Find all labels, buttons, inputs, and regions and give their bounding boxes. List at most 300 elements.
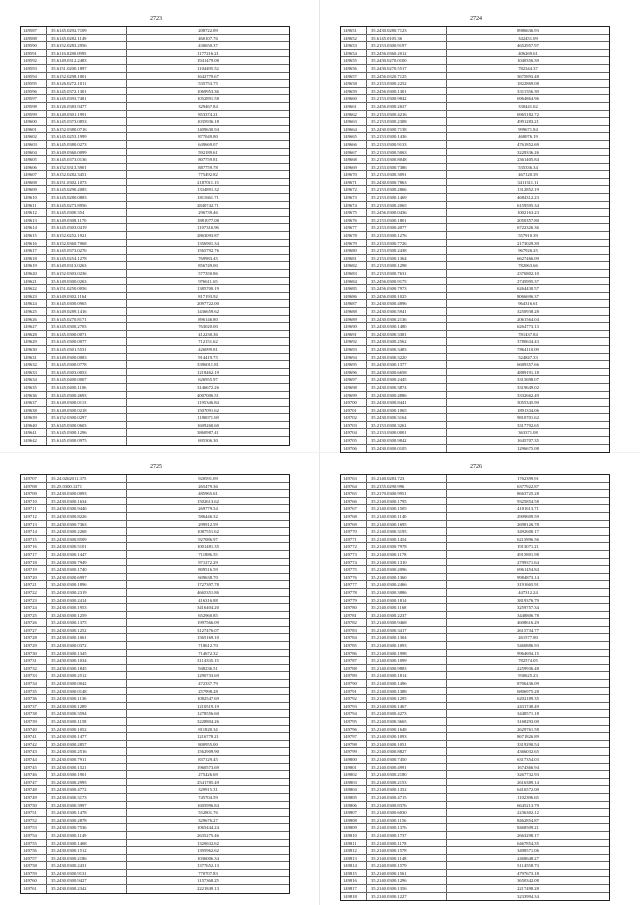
table-row (341, 672, 609, 680)
table-row (341, 42, 609, 50)
row-id-cell: 149623 (21, 293, 47, 300)
row-code-cell: 35.2430.0300.1845 (47, 665, 127, 672)
row-id-cell: 149755 (21, 840, 47, 847)
table-row (341, 232, 609, 240)
row-id-cell: 149777 (341, 581, 367, 588)
row-id-cell: 149717 (21, 551, 47, 558)
row-value-cell: 2635275.46 (197, 832, 219, 838)
row-code-cell: 35.6145.0290.2085 (47, 186, 127, 193)
table-row (21, 817, 289, 825)
row-id-cell: 149590 (21, 42, 47, 49)
row-id-cell: 149759 (21, 870, 47, 877)
row-code-cell: 35.2140.0300.1356 (367, 885, 447, 892)
table-row (21, 726, 289, 734)
row-id-cell: 149667 (341, 149, 367, 156)
row-code-cell: 35.2430.0300.1034 (47, 657, 127, 664)
table-row (341, 695, 609, 703)
row-value-cell: 745704.59 (198, 794, 218, 800)
row-code-cell: 35.6145.0300.2703 (47, 323, 127, 330)
table-row (341, 688, 609, 696)
table-row (21, 870, 289, 878)
row-id-cell: 149770 (341, 528, 367, 535)
row-value-cell: 3396011.81 (197, 362, 219, 368)
row-code-cell: 35.6145.0400.1106 (47, 384, 127, 391)
table-row (21, 57, 289, 65)
row-value-cell: 948236.51 (198, 665, 218, 671)
row-code-cell: 35.2140.0300.1093 (367, 733, 447, 740)
row-code-cell: 35.6151.0200.1897 (47, 65, 127, 72)
row-id-cell: 149595 (21, 80, 47, 87)
row-id-cell: 149675 (341, 209, 367, 216)
row-value-cell: 8066696.37 (517, 293, 539, 299)
row-value-cell: 927086.97 (198, 536, 218, 542)
row-code-cell: 35.6145.0373.0853 (47, 118, 127, 125)
row-id-cell: 149804 (341, 786, 367, 793)
row-code-cell: 35.2153.0300.8048 (367, 156, 447, 163)
row-value-cell: 856749.00 (198, 263, 218, 269)
row-code-cell: 35.2153.0300.1436 (367, 133, 447, 140)
table-row (21, 392, 289, 400)
row-value-cell: 1727397.78 (197, 582, 219, 588)
row-value-cell: 4007006.51 (197, 392, 219, 398)
row-id-cell: 149714 (21, 528, 47, 535)
row-code-cell: 35.6145.0300.0603 (47, 422, 127, 429)
row-code-cell: 35.2140.0300.1695 (367, 521, 447, 528)
row-value-cell: 1102396.65 (517, 794, 539, 800)
row-id-cell: 149713 (21, 521, 47, 528)
row-code-cell: 35.2430.0300.8226 (47, 513, 127, 520)
row-value-cell: 2050357.80 (517, 217, 539, 223)
row-code-cell: 35.2140.0300.1737 (367, 832, 447, 839)
row-code-cell: 35.2140.0300.7450 (367, 756, 447, 763)
row-id-cell: 149662 (341, 111, 367, 118)
row-code-cell: 35.6126.0383.9477 (47, 103, 127, 110)
row-code-cell: 35.2430.0300.2319 (47, 589, 127, 596)
row-value-cell: 3675893.48 (517, 73, 539, 79)
row-code-cell: 35.2430.0300.2186 (47, 855, 127, 862)
table-row (21, 543, 289, 551)
row-code-cell: 35.6149.0301.1991 (47, 111, 127, 118)
table-row (21, 802, 289, 810)
table-row (341, 422, 609, 430)
table-row (21, 672, 289, 680)
row-code-cell: 35.2153.0300.1469 (367, 194, 447, 201)
row-id-cell: 149709 (21, 490, 47, 497)
row-code-cell: 35.2430.0300.1052 (47, 726, 127, 733)
row-id-cell: 149801 (341, 764, 367, 771)
row-code-cell: 35.2140.0300.2180 (367, 771, 447, 778)
row-value-cell: 1001481.35 (197, 544, 219, 550)
row-code-cell: 35.2430.0300.1521 (47, 764, 127, 771)
table-row (341, 247, 609, 255)
row-code-cell: 35.2430.0270.0100 (367, 57, 447, 64)
row-id-cell: 149664 (341, 126, 367, 133)
row-code-cell: 35.2430.0300.0105 (367, 445, 447, 453)
row-id-cell: 149799 (341, 748, 367, 755)
row-code-cell: 35.6152.0300.0297 (47, 414, 127, 421)
table-row (341, 202, 609, 210)
row-code-cell: 35.2140.0300.1467 (367, 703, 447, 710)
row-code-cell: 35.6149.0360.0099 (47, 149, 127, 156)
row-value-cell: 718612.70 (198, 643, 218, 649)
row-code-cell: 35.2430.0300.0372 (47, 642, 127, 649)
row-value-cell: 535753.75 (198, 81, 218, 87)
table-row (21, 194, 289, 202)
row-id-cell: 149779 (341, 597, 367, 604)
row-value-cell: 5114558.73 (517, 863, 539, 869)
table-row (341, 323, 609, 331)
row-id-cell: 149614 (21, 224, 47, 231)
table-row (341, 650, 609, 658)
row-code-cell: 35.6149.0300.0083 (47, 354, 127, 361)
row-id-cell: 149761 (21, 885, 47, 893)
table-row (21, 316, 289, 324)
row-id-cell: 149791 (341, 688, 367, 695)
table-row (21, 141, 289, 149)
table-row (21, 422, 289, 430)
row-value-cell: 1502613.62 (197, 498, 219, 504)
table-row (341, 498, 609, 506)
table-row (341, 802, 609, 810)
row-code-cell: 35.2140.0300.1227 (367, 893, 447, 901)
row-id-cell: 149765 (341, 490, 367, 497)
row-code-cell: 35.2170.0300.9951 (367, 490, 447, 497)
table-row (341, 300, 609, 308)
table-row (341, 589, 609, 597)
table-row (21, 832, 289, 840)
table-row (341, 536, 609, 544)
table-row (341, 475, 609, 483)
table-row (341, 619, 609, 627)
row-code-cell: 35.2140.0300.3665 (367, 718, 447, 725)
row-code-cell: 35.2153.0300.7726 (367, 240, 447, 247)
row-id-cell: 149802 (341, 771, 367, 778)
row-code-cell: 35.6145.0292.7109 (47, 27, 127, 34)
row-id-cell: 149751 (21, 809, 47, 816)
table-row (21, 642, 289, 650)
table-row (21, 224, 289, 232)
row-id-cell: 149591 (21, 50, 47, 57)
row-code-cell: 35.2456.0300.9175 (367, 278, 447, 285)
row-value-cell: 3267732.93 (517, 772, 539, 778)
row-value-cell: 1436659.62 (197, 308, 219, 314)
row-value-cell: 4991283.21 (517, 119, 539, 125)
row-code-cell: 35.2153.0300.1276 (367, 232, 447, 239)
row-value-cell: 8671826.89 (517, 734, 539, 740)
row-code-cell: 35.2430.0300.6997 (47, 574, 127, 581)
row-code-cell: 35.2430.0300.7536 (47, 824, 127, 831)
row-value-cell: 8462854.87 (517, 817, 539, 823)
table-row (341, 634, 609, 642)
row-code-cell: 35.2140.0300.1814 (367, 597, 447, 604)
row-code-cell: 35.2430.0280.7123 (367, 27, 447, 34)
table-row (341, 703, 609, 711)
row-value-cell: 8986636.93 (517, 28, 539, 33)
table-row (21, 262, 289, 270)
row-id-cell: 149805 (341, 794, 367, 801)
row-code-cell: 35.2153.0300.9197 (367, 42, 447, 49)
table-row (341, 847, 609, 855)
row-value-cell: 2221849.13 (197, 886, 219, 892)
row-id-cell: 149607 (21, 171, 47, 178)
row-id-cell: 149737 (21, 703, 47, 710)
row-id-cell: 149723 (21, 597, 47, 604)
row-code-cell: 35.2430.0300.7138 (367, 126, 447, 133)
row-value-cell: 552801.76 (198, 810, 218, 816)
table-row (21, 300, 289, 308)
table-row (21, 270, 289, 278)
row-value-cell: 1320632.62 (197, 840, 219, 846)
row-id-cell: 149798 (341, 741, 367, 748)
row-id-cell: 149788 (341, 665, 367, 672)
table-row (21, 149, 289, 157)
row-value-cell: 782063.66 (518, 263, 538, 269)
row-code-cell: 35.2456.0360.2012 (367, 50, 447, 57)
row-id-cell: 149634 (21, 376, 47, 383)
row-value-cell: 4665351.86 (197, 589, 219, 595)
row-value-cell: 609638.70 (198, 574, 218, 580)
row-code-cell: 35.2153.0300.2438 (367, 247, 447, 254)
table-row (21, 308, 289, 316)
row-id-cell: 149754 (21, 832, 47, 839)
table-row (341, 779, 609, 787)
row-id-cell: 149725 (21, 612, 47, 619)
table-row (21, 179, 289, 187)
row-code-cell: 35.6145.0273.8956 (47, 202, 127, 209)
row-code-cell: 35.6145.0105.36 (367, 35, 447, 42)
table-row (341, 437, 609, 445)
row-code-cell: 35.2430.0300.3874 (367, 384, 447, 391)
row-id-cell: 149775 (341, 566, 367, 573)
row-value-cell: 485965.61 (198, 491, 218, 497)
row-value-cell: 6416572.00 (517, 787, 539, 793)
row-value-cell: 1107316.96 (197, 225, 219, 231)
row-value-cell: 2361405.84 (517, 157, 539, 163)
row-id-cell: 149757 (21, 855, 47, 862)
row-id-cell: 149656 (341, 65, 367, 72)
row-id-cell: 149773 (341, 551, 367, 558)
row-id-cell: 149815 (341, 870, 367, 877)
row-code-cell: 35.2140.0300.8376 (367, 802, 447, 809)
row-id-cell: 149608 (21, 179, 47, 186)
row-code-cell: 35.2430.0300.1136 (47, 695, 127, 702)
row-value-cell: 2376802.10 (517, 271, 539, 276)
row-code-cell: 35.2140.0300.3417 (367, 627, 447, 634)
table-row (21, 285, 289, 293)
row-value-cell: 971272.29 (198, 559, 218, 565)
row-code-cell: 35.2140.0300.7978 (367, 543, 447, 550)
page-number-label: 2723 (150, 16, 162, 22)
row-value-cell: 472337.79 (198, 681, 218, 687)
row-value-cell: 6806975.28 (517, 688, 539, 694)
row-value-cell: 3114335.15 (197, 658, 219, 664)
row-id-cell: 149722 (21, 589, 47, 596)
row-value-cell: 964316.61 (518, 301, 538, 307)
table-row (341, 786, 609, 794)
table-row (21, 589, 289, 597)
row-id-cell: 149631 (21, 354, 47, 361)
data-table (340, 26, 610, 453)
table-row (21, 247, 289, 255)
row-code-cell: 35.2430.0300.2342 (47, 885, 127, 893)
row-value-cell: 853374.21 (198, 111, 218, 117)
row-id-cell: 149711 (21, 505, 47, 512)
row-code-cell: 35.2430.0300.2512 (47, 672, 127, 679)
row-value-cell: 6961454.84 (517, 567, 539, 573)
row-code-cell: 35.6151.0302.1073 (47, 179, 127, 186)
row-code-cell: 35.2430.0270.5517 (367, 65, 447, 72)
table-row (341, 308, 609, 316)
row-id-cell: 149700 (341, 399, 367, 406)
row-value-cell: 920591.09 (198, 476, 218, 481)
row-code-cell: 35.6152.0380.0716 (47, 126, 127, 133)
row-id-cell: 149615 (21, 232, 47, 239)
row-id-cell: 149697 (341, 376, 367, 383)
table-row (341, 824, 609, 832)
row-value-cell: 1822869.08 (517, 81, 539, 87)
table-row (21, 612, 289, 620)
row-code-cell: 35.6149.0302.1164 (47, 293, 127, 300)
table-row (341, 483, 609, 491)
row-id-cell: 149686 (341, 293, 367, 300)
row-code-cell: 35.2430.0300.1896 (47, 581, 127, 588)
row-id-cell: 149640 (21, 422, 47, 429)
row-id-cell: 149641 (21, 429, 47, 436)
row-value-cell: 1312852.19 (517, 187, 539, 193)
table-row (21, 680, 289, 688)
row-id-cell: 149796 (341, 726, 367, 733)
row-code-cell: 35.2153.0300.1298 (367, 262, 447, 269)
row-code-cell: 35.2153.0300.7386 (367, 164, 447, 171)
row-id-cell: 149744 (21, 756, 47, 763)
row-id-cell: 149659 (341, 88, 367, 95)
row-value-cell: 3315698.07 (517, 377, 539, 383)
row-code-cell: 35.2140.0300.6030 (367, 809, 447, 816)
row-id-cell: 149736 (21, 695, 47, 702)
row-code-cell: 35.2430.0300.2414 (47, 597, 127, 604)
row-value-cell: 3317792.65 (517, 422, 539, 428)
table-row (21, 710, 289, 718)
row-value-cell: 781437.84 (518, 331, 538, 337)
row-id-cell: 149627 (21, 323, 47, 330)
row-value-cell: 2615734.77 (517, 627, 539, 633)
table-row (21, 331, 289, 339)
table-row (21, 877, 289, 885)
row-id-cell: 149588 (21, 35, 47, 42)
row-value-cell: 1036006.34 (197, 855, 219, 861)
row-code-cell: 35.2430.0300.2857 (47, 741, 127, 748)
row-code-cell: 35.6152.0283.2956 (47, 42, 127, 49)
row-id-cell: 149587 (21, 27, 47, 34)
table-row (341, 657, 609, 665)
row-code-cell: 35.2140.0300.2096 (367, 566, 447, 573)
row-value-cell: 2541785.49 (197, 779, 219, 785)
row-value-cell: 2616389.14 (517, 779, 539, 785)
row-id-cell: 149787 (341, 657, 367, 664)
row-value-cell: 2863093.87 (197, 233, 219, 239)
row-value-cell: 2431740.49 (517, 703, 539, 709)
table-row (21, 741, 289, 749)
row-code-cell: 35.2430.0300.2516 (47, 748, 127, 755)
row-code-cell: 35.2430.0300.9131 (47, 870, 127, 877)
row-code-cell: 35.2153.0300.7631 (367, 270, 447, 277)
row-code-cell: 35.2430.0300.1375 (47, 619, 127, 626)
row-id-cell: 149681 (341, 255, 367, 262)
row-code-cell: 35.6151.0250.0056 (47, 285, 127, 292)
row-code-cell: 35.2430.0300.4886 (367, 392, 447, 399)
row-value-cell: 1565169.10 (197, 635, 219, 641)
row-value-cell: 1334891.32 (197, 187, 219, 193)
table-row (21, 126, 289, 134)
row-id-cell: 149633 (21, 369, 47, 376)
row-code-cell: 35.6145.0300.0965 (47, 300, 127, 307)
row-id-cell: 149683 (341, 270, 367, 277)
table-row (341, 65, 609, 73)
table-row (341, 80, 609, 88)
row-value-cell: 1562909.90 (197, 749, 219, 755)
row-value-cell: 416316.88 (198, 597, 218, 603)
row-code-cell: 35.6152.0313.3901 (47, 164, 127, 171)
row-value-cell: 329676.27 (198, 817, 218, 823)
row-value-cell: 4915801.98 (517, 551, 539, 557)
row-code-cell: 35.2430.0300.0093 (47, 490, 127, 497)
row-id-cell: 149679 (341, 240, 367, 247)
row-value-cell: 7864110.09 (517, 346, 539, 352)
row-code-cell: 35.2140.0300.4273 (367, 710, 447, 717)
page-number-label: 2726 (470, 464, 482, 470)
row-id-cell: 149604 (21, 149, 47, 156)
row-code-cell: 35.25.0300.1271 (47, 483, 127, 490)
table-row (341, 597, 609, 605)
row-value-cell: 4366032.65 (517, 749, 539, 755)
row-id-cell: 149654 (341, 50, 367, 57)
row-code-cell: 35.6145.0270.8171 (47, 316, 127, 323)
row-value-cell: 3860987.41 (197, 430, 219, 436)
table-row (21, 718, 289, 726)
row-id-cell: 149639 (21, 414, 47, 421)
table-row (341, 642, 609, 650)
row-id-cell: 149628 (21, 331, 47, 338)
table-row (21, 634, 289, 642)
row-code-cell: 35.2430.0300.8441 (367, 399, 447, 406)
row-id-cell: 149817 (341, 885, 367, 892)
row-id-cell: 149671 (341, 179, 367, 186)
row-code-cell: 35.2430.0300.9446 (47, 505, 127, 512)
row-id-cell: 149660 (341, 95, 367, 102)
row-code-cell: 35.2430.0300.1512 (47, 847, 127, 854)
row-id-cell: 149602 (21, 133, 47, 140)
row-code-cell: 35.2430.0300.3164 (367, 414, 447, 421)
table-row (21, 779, 289, 787)
row-value-cell: 4652957.97 (517, 43, 539, 49)
table-row (21, 164, 289, 172)
table-row (341, 27, 609, 35)
table-row (21, 733, 289, 741)
row-value-cell: 6722326.36 (517, 225, 539, 231)
row-value-cell: 2799371.64 (517, 559, 539, 565)
row-value-cell: 1052891.58 (197, 96, 219, 102)
row-code-cell: 35.2140.0300.1496 (367, 680, 447, 687)
row-code-cell: 35.2153.0300.1364 (367, 255, 447, 262)
table-row (21, 376, 289, 384)
table-row (21, 156, 289, 164)
row-value-cell: 1409630.94 (197, 126, 219, 132)
table-row (341, 733, 609, 741)
row-code-cell: 35.2456.0300.2637 (367, 103, 447, 110)
table-row (341, 528, 609, 536)
row-id-cell: 149797 (341, 733, 367, 740)
row-id-cell: 149808 (341, 817, 367, 824)
